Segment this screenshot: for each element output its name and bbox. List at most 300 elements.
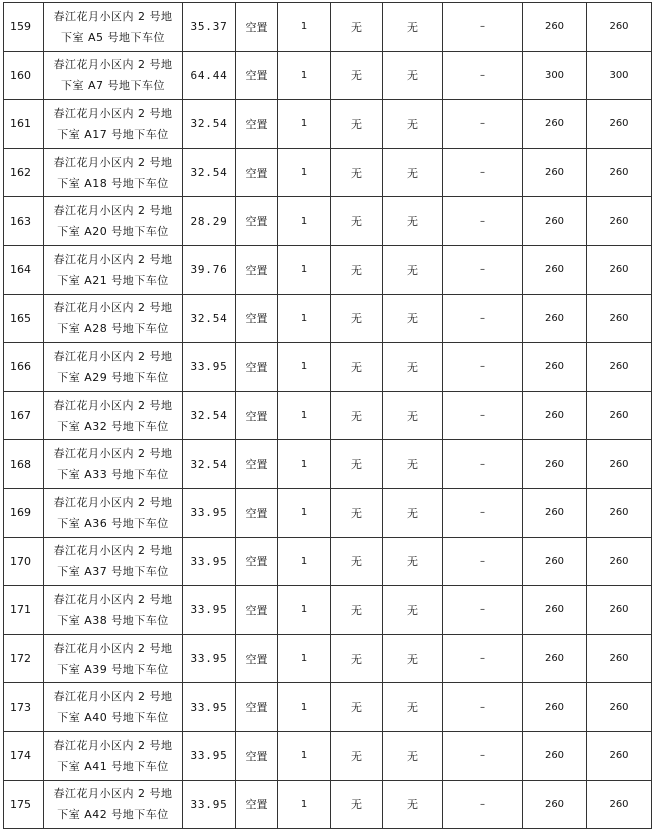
location-line-2: 下室 A42 号地下车位 xyxy=(57,808,169,822)
table-row xyxy=(4,51,652,100)
column-6-cell xyxy=(331,780,383,829)
price-1-text: 260 xyxy=(544,798,565,810)
price-2-cell xyxy=(587,537,652,586)
quantity-text: 1 xyxy=(300,264,308,276)
row-number-text: 169 xyxy=(10,506,31,520)
row-number-text: 170 xyxy=(10,554,31,568)
row-number-text: 167 xyxy=(10,409,31,423)
column-7-text: 无 xyxy=(407,360,418,374)
column-8-text: – xyxy=(480,21,485,33)
location-cell xyxy=(44,51,183,100)
column-8-text: – xyxy=(480,653,485,665)
column-8-text: – xyxy=(480,167,485,179)
area-cell xyxy=(183,537,236,586)
row-number xyxy=(4,731,44,780)
price-2-text: 260 xyxy=(609,312,629,324)
table-row xyxy=(4,634,652,683)
column-7-text: 无 xyxy=(407,312,418,326)
column-6-text: 无 xyxy=(351,603,362,617)
row-number xyxy=(4,245,44,294)
area-cell xyxy=(183,634,236,683)
row-number xyxy=(4,586,44,635)
column-8-text: – xyxy=(480,118,485,130)
column-8-text: – xyxy=(480,410,485,422)
location-cell xyxy=(44,343,183,392)
row-number-text: 163 xyxy=(10,214,31,228)
usage-text: 空置 xyxy=(245,117,268,131)
column-6-text: 无 xyxy=(351,20,362,34)
column-8-cell xyxy=(443,780,523,829)
usage-text: 空置 xyxy=(245,360,268,374)
column-7-cell xyxy=(383,391,443,440)
quantity-cell xyxy=(278,634,331,683)
price-1-cell xyxy=(523,245,587,294)
area-cell xyxy=(183,488,236,537)
location-line-1: 春江花月小区内 2 号地 xyxy=(53,252,173,266)
area-text: 28.29 xyxy=(190,214,228,228)
column-6-text: 无 xyxy=(351,409,362,423)
price-2-cell xyxy=(587,51,652,100)
location-line-1: 春江花月小区内 2 号地 xyxy=(53,447,173,461)
column-7-text: 无 xyxy=(407,458,418,472)
column-6-text: 无 xyxy=(351,701,362,715)
usage-cell xyxy=(236,586,278,635)
price-1-cell xyxy=(523,51,587,100)
location-line-1: 春江花月小区内 2 号地 xyxy=(53,349,173,363)
column-7-cell xyxy=(383,245,443,294)
quantity-text: 1 xyxy=(300,361,308,373)
column-6-cell xyxy=(331,586,383,635)
column-8-cell xyxy=(443,488,523,537)
price-1-cell xyxy=(523,488,587,537)
quantity-cell xyxy=(278,197,331,246)
location-line-1: 春江花月小区内 2 号地 xyxy=(53,155,173,169)
area-text: 33.95 xyxy=(190,360,228,374)
row-number-text: 171 xyxy=(10,603,31,617)
area-cell xyxy=(183,197,236,246)
column-6-text: 无 xyxy=(351,69,362,83)
row-number-text: 173 xyxy=(10,700,31,714)
price-2-text: 260 xyxy=(609,555,629,567)
usage-cell xyxy=(236,780,278,829)
usage-cell xyxy=(236,634,278,683)
quantity-text: 1 xyxy=(300,507,308,519)
column-7-cell xyxy=(383,294,443,343)
price-1-text: 260 xyxy=(544,118,565,130)
location-line-1: 春江花月小区内 2 号地 xyxy=(53,204,173,218)
location-line-2: 下室 A38 号地下车位 xyxy=(57,613,169,627)
usage-text: 空置 xyxy=(245,555,268,569)
column-8-cell xyxy=(443,294,523,343)
price-2-cell xyxy=(587,731,652,780)
price-2-text: 260 xyxy=(609,458,629,470)
column-8-text: – xyxy=(480,312,485,324)
location-cell xyxy=(44,780,183,829)
price-2-cell xyxy=(587,294,652,343)
row-number-text: 172 xyxy=(10,652,31,666)
column-6-cell xyxy=(331,634,383,683)
column-7-text: 无 xyxy=(407,20,418,34)
location-cell xyxy=(44,731,183,780)
column-6-text: 无 xyxy=(351,506,362,520)
column-8-cell xyxy=(443,343,523,392)
price-1-text: 260 xyxy=(544,264,565,276)
column-6-cell xyxy=(331,51,383,100)
location-cell xyxy=(44,586,183,635)
price-2-text: 260 xyxy=(609,410,629,422)
area-text: 32.54 xyxy=(190,457,228,471)
row-number xyxy=(4,51,44,100)
row-number xyxy=(4,391,44,440)
location-line-1: 春江花月小区内 2 号地 xyxy=(53,641,173,655)
area-text: 32.54 xyxy=(190,117,228,131)
price-1-text: 260 xyxy=(544,167,565,179)
price-1-text: 260 xyxy=(544,410,565,422)
area-text: 33.95 xyxy=(190,700,228,714)
column-7-cell xyxy=(383,3,443,52)
quantity-text: 1 xyxy=(300,118,308,130)
table-row xyxy=(4,148,652,197)
price-1-cell xyxy=(523,683,587,732)
column-8-cell xyxy=(443,245,523,294)
column-7-cell xyxy=(383,197,443,246)
column-8-text: – xyxy=(480,507,485,519)
row-number xyxy=(4,343,44,392)
area-text: 32.54 xyxy=(190,311,228,325)
usage-cell xyxy=(236,537,278,586)
quantity-cell xyxy=(278,488,331,537)
area-cell xyxy=(183,780,236,829)
area-cell xyxy=(183,100,236,149)
column-7-text: 无 xyxy=(407,603,418,617)
row-number-text: 164 xyxy=(10,263,31,277)
quantity-cell xyxy=(278,343,331,392)
quantity-text: 1 xyxy=(300,750,308,762)
price-2-cell xyxy=(587,488,652,537)
row-number xyxy=(4,100,44,149)
column-7-text: 无 xyxy=(407,798,418,812)
row-number xyxy=(4,3,44,52)
price-2-text: 260 xyxy=(609,215,629,227)
price-2-cell xyxy=(587,440,652,489)
row-number-text: 175 xyxy=(10,797,31,811)
quantity-cell xyxy=(278,537,331,586)
column-6-text: 无 xyxy=(351,749,362,763)
price-2-text: 260 xyxy=(609,264,629,276)
table-row xyxy=(4,100,652,149)
price-2-cell xyxy=(587,3,652,52)
quantity-text: 1 xyxy=(300,798,308,810)
price-2-cell xyxy=(587,391,652,440)
price-1-cell xyxy=(523,731,587,780)
quantity-cell xyxy=(278,586,331,635)
price-1-cell xyxy=(523,197,587,246)
column-8-cell xyxy=(443,51,523,100)
column-8-text: – xyxy=(480,604,485,616)
price-1-cell xyxy=(523,440,587,489)
location-line-2: 下室 A29 号地下车位 xyxy=(57,370,169,384)
column-7-text: 无 xyxy=(407,263,418,277)
column-6-text: 无 xyxy=(351,166,362,180)
area-text: 33.95 xyxy=(190,797,228,811)
column-8-cell xyxy=(443,634,523,683)
location-cell xyxy=(44,3,183,52)
column-8-text: – xyxy=(480,750,485,762)
quantity-text: 1 xyxy=(300,69,308,81)
column-6-text: 无 xyxy=(351,263,362,277)
table-row xyxy=(4,197,652,246)
location-cell xyxy=(44,294,183,343)
usage-cell xyxy=(236,343,278,392)
area-text: 33.95 xyxy=(190,749,228,763)
area-text: 33.95 xyxy=(190,554,228,568)
quantity-cell xyxy=(278,100,331,149)
column-8-cell xyxy=(443,148,523,197)
price-2-cell xyxy=(587,197,652,246)
table-row xyxy=(4,294,652,343)
price-1-text: 260 xyxy=(544,701,565,713)
column-6-cell xyxy=(331,100,383,149)
price-1-text: 260 xyxy=(544,361,565,373)
usage-cell xyxy=(236,391,278,440)
usage-cell xyxy=(236,3,278,52)
quantity-cell xyxy=(278,294,331,343)
table-row xyxy=(4,440,652,489)
price-2-text: 260 xyxy=(609,798,629,810)
price-1-cell xyxy=(523,343,587,392)
area-cell xyxy=(183,148,236,197)
location-line-2: 下室 A20 号地下车位 xyxy=(57,225,169,239)
column-6-cell xyxy=(331,197,383,246)
row-number xyxy=(4,197,44,246)
location-line-2: 下室 A28 号地下车位 xyxy=(57,322,169,336)
location-cell xyxy=(44,488,183,537)
usage-text: 空置 xyxy=(245,749,268,763)
area-cell xyxy=(183,683,236,732)
price-2-cell xyxy=(587,634,652,683)
quantity-cell xyxy=(278,731,331,780)
location-cell xyxy=(44,100,183,149)
table-row xyxy=(4,391,652,440)
column-6-text: 无 xyxy=(351,360,362,374)
usage-text: 空置 xyxy=(245,506,268,520)
usage-cell xyxy=(236,197,278,246)
price-1-text: 260 xyxy=(544,458,565,470)
row-number-text: 166 xyxy=(10,360,31,374)
column-6-text: 无 xyxy=(351,652,362,666)
location-line-1: 春江花月小区内 2 号地 xyxy=(53,544,173,558)
column-6-cell xyxy=(331,148,383,197)
column-7-cell xyxy=(383,100,443,149)
location-line-1: 春江花月小区内 2 号地 xyxy=(53,106,173,120)
price-2-text: 300 xyxy=(609,69,629,81)
usage-cell xyxy=(236,51,278,100)
column-6-text: 无 xyxy=(351,215,362,229)
location-cell xyxy=(44,537,183,586)
table-row xyxy=(4,731,652,780)
column-8-text: – xyxy=(480,215,485,227)
column-6-cell xyxy=(331,343,383,392)
location-line-2: 下室 A33 号地下车位 xyxy=(57,468,169,482)
price-2-cell xyxy=(587,780,652,829)
price-1-text: 260 xyxy=(544,653,565,665)
quantity-text: 1 xyxy=(300,21,308,33)
column-8-text: – xyxy=(480,798,485,810)
price-2-cell xyxy=(587,148,652,197)
row-number-text: 162 xyxy=(10,166,31,180)
quantity-cell xyxy=(278,391,331,440)
row-number xyxy=(4,148,44,197)
row-number xyxy=(4,683,44,732)
column-7-cell xyxy=(383,683,443,732)
area-text: 33.95 xyxy=(190,603,228,617)
column-8-cell xyxy=(443,586,523,635)
quantity-text: 1 xyxy=(300,312,308,324)
column-7-cell xyxy=(383,148,443,197)
column-8-text: – xyxy=(480,458,485,470)
area-text: 33.95 xyxy=(190,652,228,666)
quantity-cell xyxy=(278,245,331,294)
price-2-text: 260 xyxy=(609,167,629,179)
column-8-cell xyxy=(443,683,523,732)
usage-text: 空置 xyxy=(245,603,268,617)
row-number xyxy=(4,294,44,343)
location-cell xyxy=(44,683,183,732)
table-row xyxy=(4,488,652,537)
column-8-cell xyxy=(443,440,523,489)
quantity-cell xyxy=(278,780,331,829)
usage-text: 空置 xyxy=(245,263,268,277)
table-row xyxy=(4,537,652,586)
area-cell xyxy=(183,51,236,100)
column-8-text: – xyxy=(480,361,485,373)
price-2-text: 260 xyxy=(609,118,629,130)
location-cell xyxy=(44,391,183,440)
column-7-text: 无 xyxy=(407,117,418,131)
usage-cell xyxy=(236,440,278,489)
price-1-cell xyxy=(523,586,587,635)
price-1-text: 260 xyxy=(544,750,565,762)
location-line-2: 下室 A36 号地下车位 xyxy=(57,516,169,530)
row-number-text: 165 xyxy=(10,311,31,325)
column-8-cell xyxy=(443,3,523,52)
row-number-text: 174 xyxy=(10,749,31,763)
usage-text: 空置 xyxy=(245,458,268,472)
usage-text: 空置 xyxy=(245,166,268,180)
price-2-text: 260 xyxy=(609,361,629,373)
column-7-cell xyxy=(383,537,443,586)
column-7-text: 无 xyxy=(407,652,418,666)
price-1-cell xyxy=(523,3,587,52)
location-line-1: 春江花月小区内 2 号地 xyxy=(53,58,173,72)
area-cell xyxy=(183,586,236,635)
column-6-text: 无 xyxy=(351,555,362,569)
usage-text: 空置 xyxy=(245,215,268,229)
column-7-text: 无 xyxy=(407,555,418,569)
location-line-2: 下室 A39 号地下车位 xyxy=(57,662,169,676)
quantity-text: 1 xyxy=(300,458,308,470)
quantity-text: 1 xyxy=(300,555,308,567)
price-2-cell xyxy=(587,100,652,149)
area-cell xyxy=(183,440,236,489)
price-1-cell xyxy=(523,634,587,683)
location-line-1: 春江花月小区内 2 号地 xyxy=(53,301,173,315)
location-cell xyxy=(44,440,183,489)
price-1-text: 260 xyxy=(544,507,565,519)
table-row xyxy=(4,343,652,392)
column-6-cell xyxy=(331,683,383,732)
row-number xyxy=(4,440,44,489)
location-cell xyxy=(44,245,183,294)
price-1-cell xyxy=(523,148,587,197)
location-line-2: 下室 A17 号地下车位 xyxy=(57,127,169,141)
usage-cell xyxy=(236,731,278,780)
usage-text: 空置 xyxy=(245,798,268,812)
location-line-2: 下室 A18 号地下车位 xyxy=(57,176,169,190)
column-7-cell xyxy=(383,343,443,392)
column-7-text: 无 xyxy=(407,701,418,715)
column-7-text: 无 xyxy=(407,215,418,229)
price-1-cell xyxy=(523,780,587,829)
area-text: 64.44 xyxy=(190,68,228,82)
column-7-text: 无 xyxy=(407,69,418,83)
row-number xyxy=(4,634,44,683)
quantity-cell xyxy=(278,148,331,197)
price-2-text: 260 xyxy=(609,750,629,762)
price-1-text: 260 xyxy=(544,21,565,33)
row-number-text: 161 xyxy=(10,117,31,131)
price-2-cell xyxy=(587,683,652,732)
usage-text: 空置 xyxy=(245,69,268,83)
location-line-2: 下室 A40 号地下车位 xyxy=(57,711,169,725)
price-1-cell xyxy=(523,391,587,440)
column-7-text: 无 xyxy=(407,166,418,180)
usage-cell xyxy=(236,683,278,732)
price-1-cell xyxy=(523,100,587,149)
price-1-text: 260 xyxy=(544,604,565,616)
quantity-text: 1 xyxy=(300,604,308,616)
area-text: 35.37 xyxy=(190,20,228,34)
column-6-cell xyxy=(331,440,383,489)
column-6-text: 无 xyxy=(351,312,362,326)
usage-text: 空置 xyxy=(245,652,268,666)
location-line-2: 下室 A32 号地下车位 xyxy=(57,419,169,433)
column-6-text: 无 xyxy=(351,798,362,812)
usage-text: 空置 xyxy=(245,20,268,34)
area-text: 32.54 xyxy=(190,409,228,423)
location-line-2: 下室 A5 号地下车位 xyxy=(60,30,166,44)
column-7-cell xyxy=(383,731,443,780)
area-text: 39.76 xyxy=(190,263,228,277)
column-8-text: – xyxy=(480,69,485,81)
location-line-1: 春江花月小区内 2 号地 xyxy=(53,738,173,752)
price-2-cell xyxy=(587,245,652,294)
column-8-cell xyxy=(443,197,523,246)
column-6-cell xyxy=(331,731,383,780)
usage-text: 空置 xyxy=(245,312,268,326)
column-8-text: – xyxy=(480,555,485,567)
location-line-2: 下室 A41 号地下车位 xyxy=(57,759,169,773)
area-text: 33.95 xyxy=(190,506,228,520)
column-8-cell xyxy=(443,537,523,586)
table-row xyxy=(4,3,652,52)
column-6-cell xyxy=(331,3,383,52)
area-cell xyxy=(183,294,236,343)
column-7-cell xyxy=(383,51,443,100)
quantity-cell xyxy=(278,3,331,52)
price-1-cell xyxy=(523,294,587,343)
price-1-text: 260 xyxy=(544,555,565,567)
